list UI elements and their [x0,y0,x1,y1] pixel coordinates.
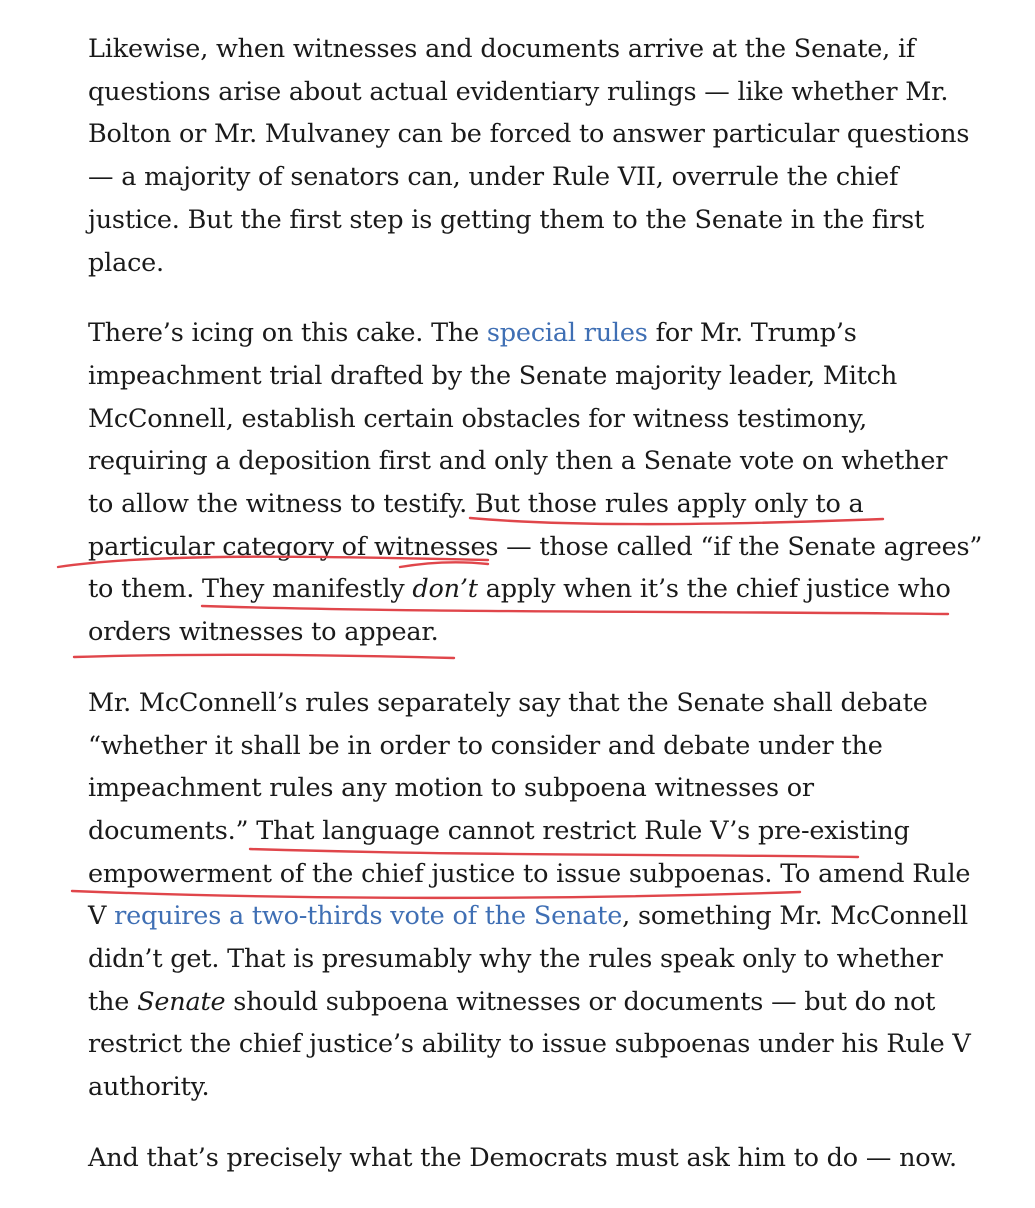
text-segment: for Mr. Trump’s [647,318,857,349]
text-line: impeachment rules any motion to subpoena witnesses or [88,773,814,804]
text-segment: V [88,901,115,932]
text-line: place. [88,247,164,278]
text-line: empowerment of the chief justice to issue subpoenas. To amend Rule [88,858,971,889]
text-line: — a majority of senators can, under Rule VII, overrule the chief [88,162,899,193]
text-segment: apply when it’s the chief justice who [477,574,951,605]
text-line: to allow the witness to testify. But those rules apply only to a [88,489,864,520]
paragraph-1 [88,28,988,284]
text-line: Bolton or Mr. Mulvaney can be forced to answer particular questions [88,119,970,150]
text-line [88,895,988,938]
text-segment: There’s icing on this cake. The [88,318,487,349]
text-line [88,981,988,1024]
text-line [88,312,988,355]
text-line: restrict the chief justice’s ability to issue subpoenas under his Rule V [88,1029,971,1060]
text-segment: , something Mr. McConnell [622,901,968,932]
special-rules-link[interactable]: special rules [486,318,648,349]
text-line: particular category of witnesses — those called “if the Senate agrees” [88,531,983,562]
text-segment: should subpoena witnesses or documents — but do not [225,986,936,1017]
two-thirds-vote-link[interactable]: requires a two-thirds vote of the Senate [114,901,623,932]
text-line: And that’s precisely what the Democrats must ask him to do — now. [88,1142,957,1173]
text-line: “whether it shall be in order to consider and debate under the [88,730,883,761]
paragraph-4 [88,1137,988,1180]
text-line: documents.” That language cannot restrict Rule V’s pre-existing [88,815,910,846]
text-line: McConnell, establish certain obstacles for witness testimony, [88,403,868,434]
text-line [88,568,988,611]
text-segment: to them. They manifestly [88,574,413,605]
text-line: requiring a deposition first and only then a Senate vote on whether [88,446,948,477]
text-line: impeachment trial drafted by the Senate majority leader, Mitch [88,360,898,391]
text-line: didn’t get. That is presumably why the rules speak only to whether [88,944,943,975]
article-body [88,28,988,1208]
text-segment: the [88,986,138,1017]
text-line: justice. But the first step is getting them to the Senate in the first [88,204,925,235]
text-line: questions arise about actual evidentiary rulings — like whether Mr. [88,76,949,107]
paragraph-3 [88,682,988,1109]
text-line: orders witnesses to appear. [88,617,439,648]
paragraph-2 [88,312,988,654]
text-line: Likewise, when witnesses and documents arrive at the Senate, if [88,34,916,64]
text-line: authority. [88,1072,210,1103]
emphasis-text: Senate [137,986,226,1017]
emphasis-text: don’t [412,574,478,605]
text-line: Mr. McConnell’s rules separately say that the Senate shall debate [88,687,928,718]
